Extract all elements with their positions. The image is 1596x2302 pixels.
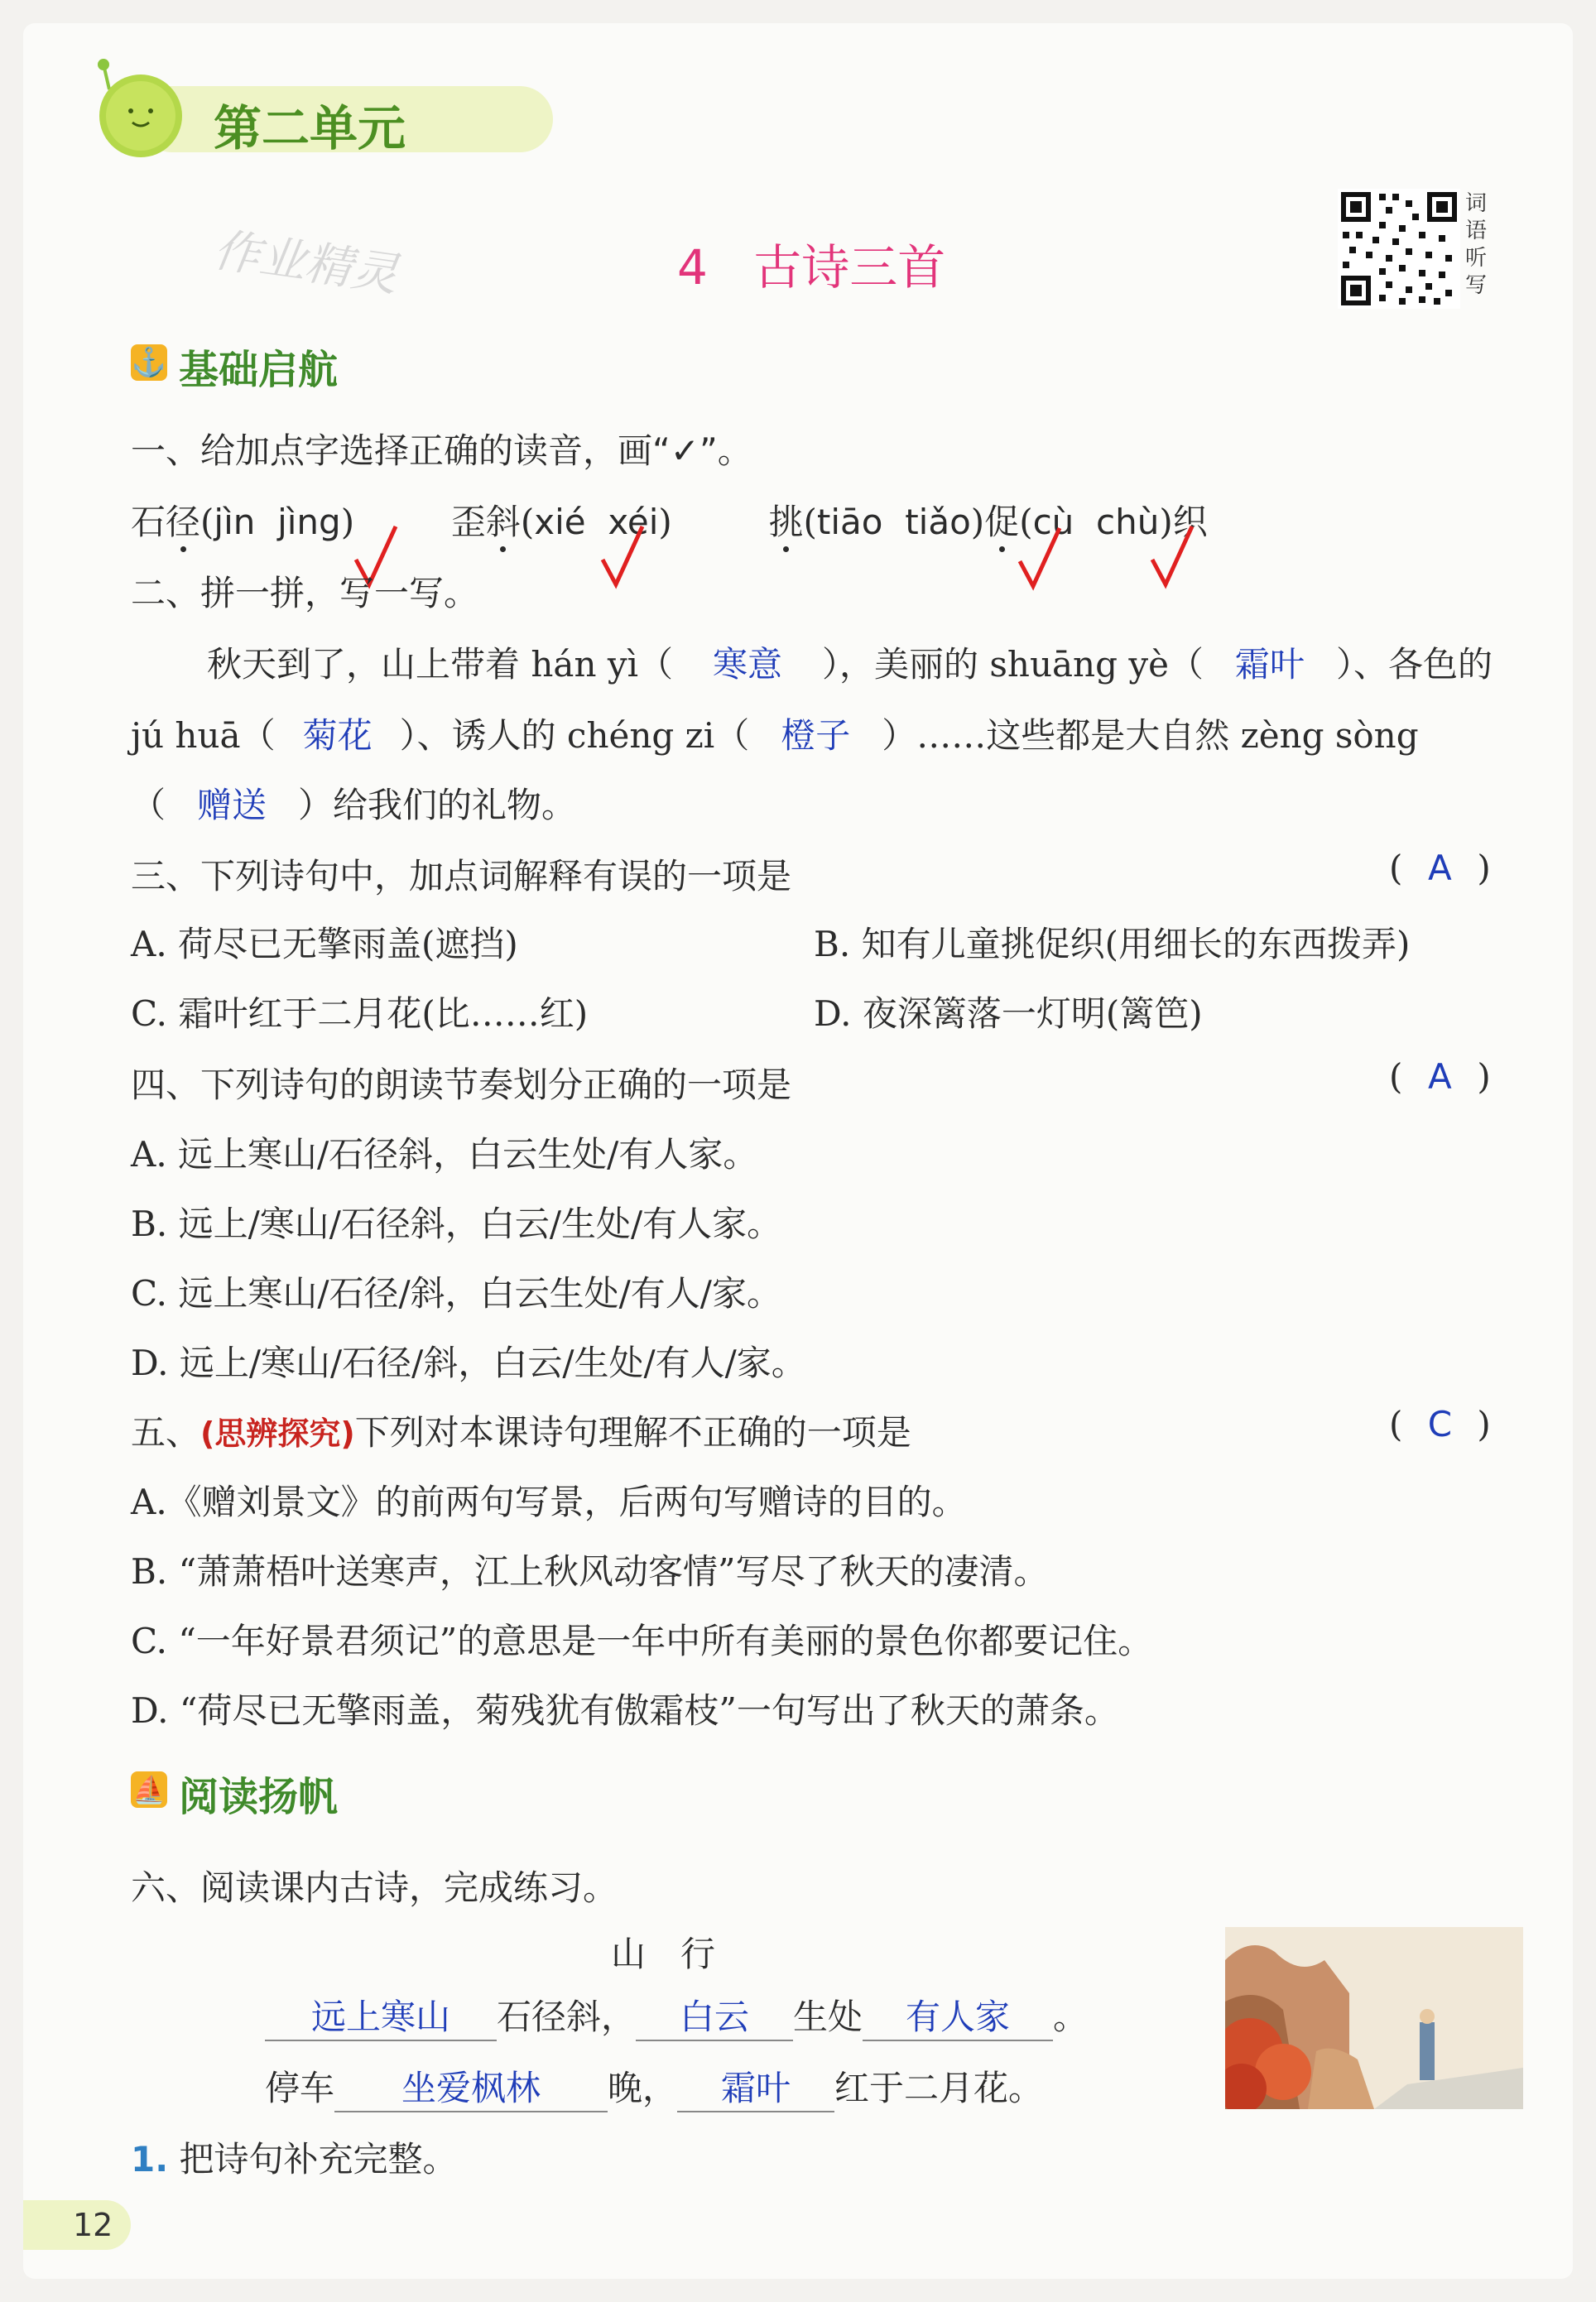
q6-subquestion-1: 1. 把诗句补充完整。 bbox=[131, 2139, 458, 2179]
q1-title: 一、给加点字选择正确的读音，画“✓”。 bbox=[131, 430, 752, 471]
q2-answer-4: 橙子 bbox=[781, 715, 851, 756]
q3-option-c: C. 霜叶红于二月花(比……红) bbox=[131, 993, 589, 1034]
q2-line-3: （ 赠送 ）给我们的礼物。 bbox=[131, 778, 576, 828]
poem-blank-2: 白云 bbox=[636, 1990, 793, 2041]
poem-title: 山 行 bbox=[611, 1934, 716, 1974]
watermark: 作业精灵 bbox=[209, 223, 401, 303]
q5-title: 五、(思辨探究)下列对本课诗句理解不正确的一项是 bbox=[131, 1412, 911, 1453]
workbook-page bbox=[23, 23, 1573, 2279]
q1-item-4: 促(cù chù)织 bbox=[984, 502, 1208, 542]
qr-label: 词 语 听 写 bbox=[1465, 191, 1488, 298]
q4-option-a: A. 远上寒山/石径斜，白云生处/有人家。 bbox=[131, 1134, 758, 1175]
q1-item-3: 挑(tiāo tiǎo) bbox=[768, 502, 985, 542]
poem-blank-3: 有人家 bbox=[863, 1990, 1053, 2041]
section-basic-title: 基础启航 bbox=[179, 347, 339, 393]
q4-option-d: D. 远上/寒山/石径/斜，白云/生处/有人/家。 bbox=[131, 1343, 806, 1383]
q5-option-a: A.《赠刘景文》的前两句写景，后两句写赠诗的目的。 bbox=[131, 1482, 967, 1522]
lesson-number: 4 bbox=[677, 239, 708, 296]
q5-answer: C bbox=[1427, 1404, 1453, 1444]
q2-answer-5: 赠送 bbox=[197, 785, 267, 825]
unit-title: 第二单元 bbox=[214, 100, 406, 156]
anchor-icon: ⚓ bbox=[131, 346, 167, 379]
q3-title: 三、下列诗句中，加点词解释有误的一项是 bbox=[131, 856, 792, 896]
poem-illustration bbox=[1225, 1927, 1523, 2109]
checkmark-icon bbox=[599, 523, 646, 589]
smiley-mascot-icon bbox=[89, 56, 197, 160]
q3-answer-box: ( A ) bbox=[1389, 848, 1491, 888]
q2-line-2: jú huā（ 菊花 ）、诱人的 chéng zi（ 橙子 ）……这些都是大自然 zèng sòng bbox=[131, 709, 1419, 758]
poem-line-1: 远上寒山 石径斜， 白云 生处 有人家 。 bbox=[265, 1990, 1088, 2041]
q6-sub1-number: 1. bbox=[131, 2139, 169, 2179]
q3-option-a: A. 荷尽已无擎雨盖(遮挡) bbox=[131, 924, 518, 964]
q3-answer: A bbox=[1428, 848, 1452, 888]
poem-line-2: 停车 坐爱枫林 晚， 霜叶 红于二月花。 bbox=[265, 2061, 1043, 2112]
sailboat-icon: ⛵ bbox=[131, 1771, 167, 1808]
q2-line-1: 秋天到了，山上带着 hán yì（ 寒意 ），美丽的 shuāng yè（ 霜叶 ）、各色的 bbox=[207, 637, 1493, 687]
poem-blank-1: 远上寒山 bbox=[265, 1990, 497, 2041]
q5-answer-box: ( C ) bbox=[1389, 1404, 1491, 1444]
q1-item-2: 歪斜(xié xéi) bbox=[450, 502, 672, 542]
q2-answer-1: 寒意 bbox=[713, 644, 783, 685]
q5-tag: (思辨探究) bbox=[200, 1415, 355, 1452]
q4-option-b: B. 远上/寒山/石径斜，白云/生处/有人家。 bbox=[131, 1204, 782, 1244]
unit-banner bbox=[89, 56, 570, 160]
q2-answer-2: 霜叶 bbox=[1234, 644, 1305, 685]
q4-title: 四、下列诗句的朗读节奏划分正确的一项是 bbox=[131, 1064, 792, 1105]
q4-answer: A bbox=[1428, 1056, 1452, 1097]
checkmark-icon bbox=[1149, 523, 1195, 589]
q2-title: 二、拼一拼，写一写。 bbox=[131, 573, 479, 613]
page-number: 12 bbox=[73, 2207, 113, 2243]
q5-option-d: D. “荷尽已无擎雨盖，菊残犹有傲霜枝”一句写出了秋天的萧条。 bbox=[131, 1690, 1119, 1731]
q3-option-b: B. 知有儿童挑促织(用细长的东西拨弄) bbox=[814, 924, 1411, 964]
section-reading-title: 阅读扬帆 bbox=[179, 1774, 339, 1820]
q4-answer-box: ( A ) bbox=[1389, 1056, 1491, 1097]
qr-code[interactable] bbox=[1338, 189, 1460, 309]
q4-option-c: C. 远上寒山/石径/斜，白云生处/有人/家。 bbox=[131, 1273, 781, 1314]
poem-blank-5: 霜叶 bbox=[677, 2061, 834, 2112]
poem-blank-4: 坐爱枫林 bbox=[334, 2061, 608, 2112]
q5-option-c: C. “一年好景君须记”的意思是一年中所有美丽的景色你都要记住。 bbox=[131, 1621, 1153, 1661]
q5-option-b: B. “萧萧梧叶送寒声，江上秋风动客情”写尽了秋天的凄清。 bbox=[131, 1551, 1049, 1592]
lesson-title bbox=[677, 228, 945, 298]
lesson-name: 古诗三首 bbox=[753, 239, 946, 296]
checkmark-icon bbox=[1017, 525, 1063, 591]
q1-item-1: 石径(jìn jìng) bbox=[131, 502, 355, 542]
q2-answer-3: 菊花 bbox=[302, 715, 373, 756]
q6-title: 六、阅读课内古诗，完成练习。 bbox=[131, 1867, 618, 1908]
qr-code-icon bbox=[1338, 189, 1460, 309]
q3-option-d: D. 夜深篱落一灯明(篱笆) bbox=[814, 993, 1203, 1034]
